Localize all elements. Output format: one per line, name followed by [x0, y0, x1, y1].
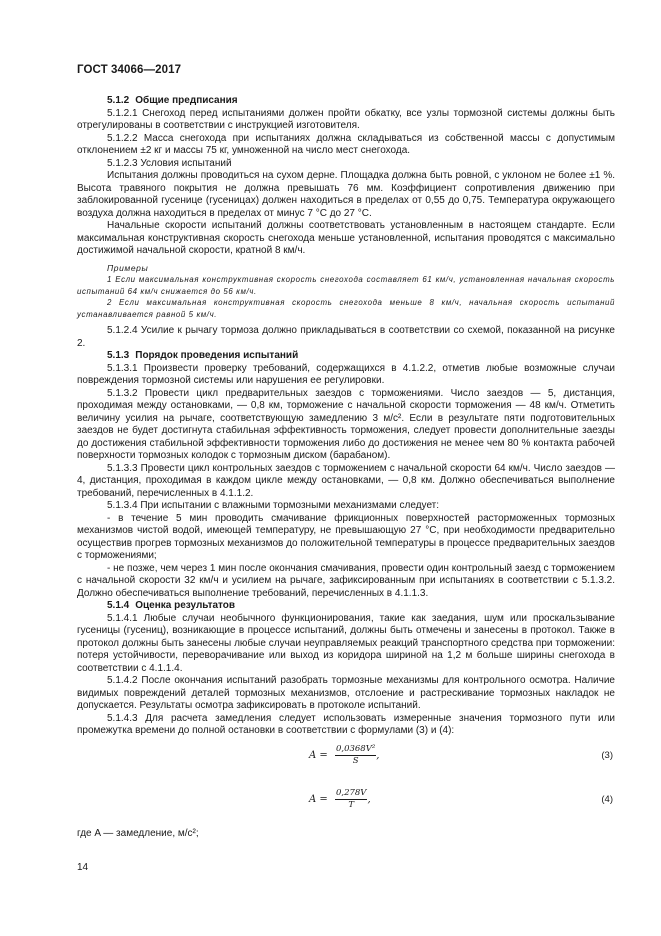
section-number: 5.1.3 — [107, 350, 130, 361]
section-heading-5-1-3 — [77, 350, 615, 363]
paragraph-5-1-3-2: 5.1.3.2 Провести цикл предварительных заездов с торможениями. Число заездов — 5, дистанция, проходимая между остановками, — 0,8 км, торможение с начальной скорости торможения — 48 км/ч. Отметить величину усилия на рычаге, соответствующую замедлению 3 м/с². Если в результате пяти подготовительных заездов не будет достигнута стабильная эффективность торможения, следует провести дополнительные заезды до достижения стабильной эффективности торможения либо до достижения не менее чем 80 % контакта рабочей поверхности тормозных колодок с тормозным диском (барабаном). — [77, 387, 615, 461]
examples-title: Примеры — [107, 262, 149, 273]
formula-3 — [77, 738, 615, 782]
formula-fraction — [335, 744, 376, 767]
formula-denominator: S — [352, 755, 359, 766]
paragraph-initial-speeds: Начальные скорости испытаний должны соответствовать установленным в настоящем стандарте. Если максимальная конструктивная скорость снегохода меньше установленной, испытания проводятся с максимально достижимой начальной скорости, кратной 8 км/ч. — [77, 220, 615, 256]
page-body — [77, 95, 615, 840]
section-number: 5.1.4 — [107, 600, 130, 611]
paragraph-test-conditions: Испытания должны проводиться на сухом дерне. Площадка должна быть ровной, с уклоном не более ±1 %. Высота травяного покрытия не должна превышать 76 мм. Коэффициент сопротивления движению при заблокированной гусенице (гусеницах) должен находиться в пределах от 0,55 до 0,75. Температура окружающего воздуха должна находиться в пределах от минус 7 °С до 27 °С. — [77, 170, 615, 219]
example-1: 1 Если максимальная конструктивная скорость снегохода составляет 61 км/ч, установленная начальная скорость испытаний 64 км/ч снижается до 56 км/ч. — [77, 275, 615, 296]
section-heading-5-1-4 — [77, 600, 615, 613]
example-2: 2 Если максимальная конструктивная скорость снегохода меньше 8 км/ч, начальная скорость испытаний устанавливается равной 5 км/ч. — [77, 298, 615, 319]
formula-lhs: A = — [309, 793, 328, 805]
formula-expression — [309, 744, 379, 767]
formula-lhs: A = — [309, 749, 328, 761]
formula-number: (3) — [601, 749, 613, 761]
paragraph-5-1-2-2: 5.1.2.2 Масса снегохода при испытаниях должна складываться из собственной массы с допустимым отклонением ±2 кг и массы 75 кг, умноженной на число мест снегохода. — [77, 132, 615, 156]
paragraph-5-1-4-3: 5.1.4.3 Для расчета замедления следует использовать измеренные значения тормозного пути или промежутка времени до полной остановки в соответствии с формулами (3) и (4): — [77, 712, 615, 736]
paragraph-5-1-3-3: 5.1.3.3 Провести цикл контрольных заездов с торможением с начальной скорости 64 км/ч. Число заездов — 4, дистанция, проходимая в каждом цикле между остановками, — 0,8 км. Должно обеспечиваться выполнение требований, перечисленных в 4.1.1.2. — [77, 462, 615, 499]
page-number: 14 — [77, 862, 89, 873]
formula-fraction — [335, 788, 367, 811]
formula-number: (4) — [601, 793, 613, 805]
paragraph-5-1-3-1: 5.1.3.1 Произвести проверку требований, содержащихся в 4.1.2.2, отметив любые возможные случаи повреждения тормозной системы или нарушения ее регулировки. — [77, 362, 615, 386]
list-item-control-run: - не позже, чем через 1 мин после окончания смачивания, провести один контрольный заезд с торможением с начальной скорости 32 км/ч и усилием на рычаге, зафиксированным при испытаниях в соответствии с 5.1.3.2. Должно обеспечиваться выполнение требований, перечисленных в 4.1.1.3. — [77, 562, 615, 599]
formula-numerator: 0,0368V² — [335, 743, 376, 754]
paragraph-5-1-4-1: 5.1.4.1 Любые случаи необычного функционирования, такие как заедания, шум или проскальзывание гусеницы (гусениц), возникающие в процессе испытаний, должны быть отмечены и занесены в протокол. Также в протокол должны быть занесены любые случаи неуправляемых реакций транспортного средства при торможении: потеря устойчивости, переворачивание или выход из коридора шириной на 1,2 м больше ширины снегохода в соответствии с 4.1.1.4. — [77, 612, 615, 674]
paragraph-5-1-2-1: 5.1.2.1 Снегоход перед испытаниями должен пройти обкатку, все узлы тормозной системы должны быть отрегулированы в соответствии с инструкцией изготовителя. — [77, 107, 615, 131]
paragraph-5-1-3-4: 5.1.3.4 При испытании с влажными тормозными механизмами следует: — [107, 500, 440, 511]
list-item-wetting: - в течение 5 мин проводить смачивание фрикционных поверхностей расторможенных тормозных механизмов чистой водой, имеющей температуру, не превышающую 27 °С, при необходимости предварительно осуществив прогрев тормозных механизмов до положительной температуры в процессе предварительных заездов с торможениями; — [77, 512, 615, 561]
paragraph-5-1-4-2: 5.1.4.2 После окончания испытаний разобрать тормозные механизмы для контрольного осмотра. Наличие видимых повреждений деталей тормозных механизмов, отслоение и растрескивание тормозных накладок не допускается. Результаты осмотра зафиксировать в протоколе испытаний. — [77, 675, 615, 711]
formula-expression — [309, 788, 371, 811]
formula-denominator: T — [348, 799, 355, 810]
section-heading-5-1-2 — [77, 95, 615, 108]
formula-tail: , — [376, 749, 380, 761]
formula-numerator: 0,278V — [335, 787, 367, 798]
section-title: Оценка результатов — [135, 600, 236, 611]
paragraph-5-1-2-4: 5.1.2.4 Усилие к рычагу тормоза должно прикладываться в соответствии со схемой, показанной на рисунке 2. — [77, 325, 615, 349]
paragraph-5-1-2-3: 5.1.2.3 Условия испытаний — [107, 157, 232, 169]
formula-4 — [77, 782, 615, 826]
document-header: ГОСТ 34066—2017 — [77, 64, 182, 76]
where-clause: где A — замедление, м/с²; — [77, 827, 199, 839]
section-number: 5.1.2 — [107, 95, 130, 106]
formula-tail: , — [367, 793, 371, 805]
section-title: Общие предписания — [135, 95, 238, 106]
section-title: Порядок проведения испытаний — [135, 350, 299, 361]
